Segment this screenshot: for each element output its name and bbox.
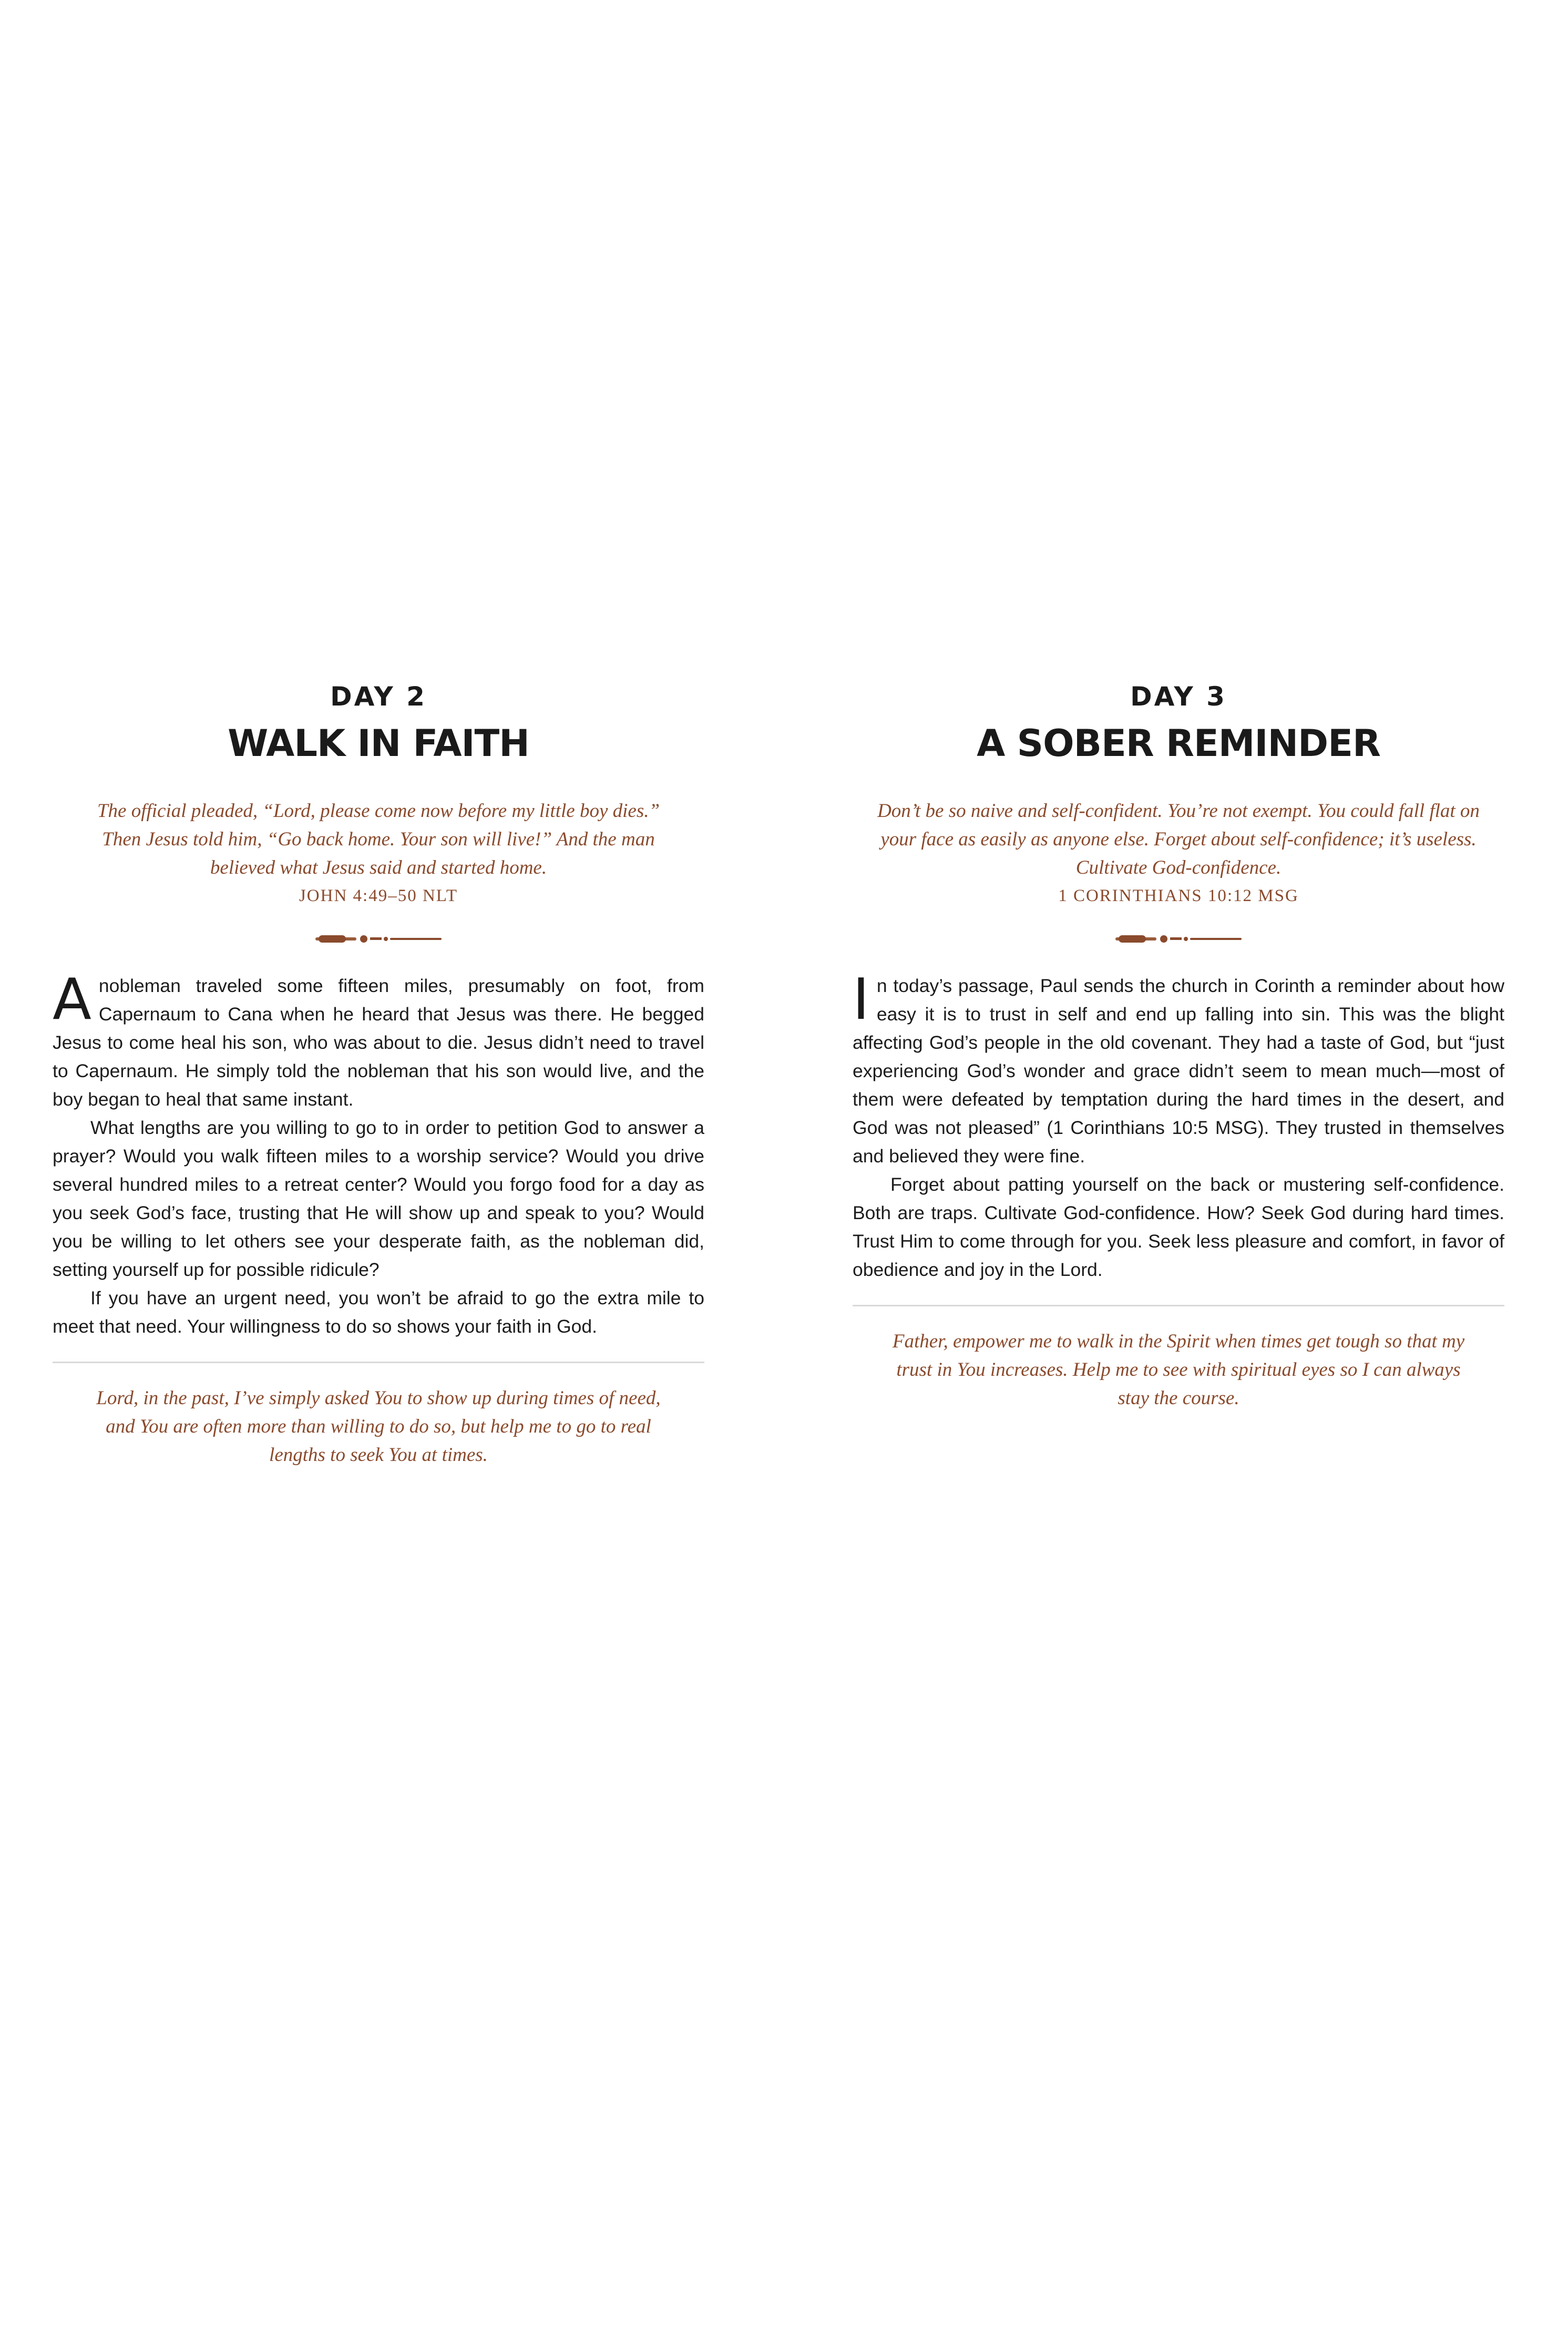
- drop-cap: A: [53, 967, 91, 1033]
- scripture-verse: Don’t be so naive and self-confident. You’re not exempt. You could fall flat on your face as easily as anyone else. Forget about self-confidence; it’s useless. Cultivate God-confidence.: [877, 800, 1480, 878]
- page-day-2: [53, 678, 704, 1469]
- prayer-text: Father, empower me to walk in the Spirit when times get tough so that my trust in You increases. Help me to see with spiritual eyes so I can always stay the course.: [892, 1331, 1465, 1409]
- paragraph: [53, 967, 704, 1113]
- page-day-3: [853, 678, 1504, 1413]
- scripture-verse: The official pleaded, “Lord, please come now before my little boy dies.” Then Jesus told him, “Go back home. Your son will live!” And the man believed what Jesus said and started home.: [97, 800, 660, 878]
- prayer-text: Lord, in the past, I’ve simply asked You to show up during times of need, and You are often more than willing to do so, but help me to go to real lengths to seek You at times.: [96, 1387, 661, 1466]
- drop-cap: I: [853, 967, 869, 1033]
- scripture-reference: JOHN 4:49–50 NLT: [299, 886, 458, 905]
- day-label: DAY 2: [330, 681, 427, 712]
- ornament-divider-icon: [1115, 932, 1242, 945]
- paragraph: What lengths are you willing to go to in order to petition God to answer a prayer? Would you walk fifteen miles to a worship service? Would you drive several hundred miles to a retreat center? Would you forgo food for a day as you seek God’s face, trusting that He will show up and speak to you? Would you be willing to let others see your desperate faith, as the nobleman did, setting yourself up for possible ridicule?: [53, 1117, 704, 1280]
- day-title: WALK IN FAITH: [228, 722, 529, 765]
- day-label: DAY 3: [1130, 681, 1227, 712]
- paragraph-text: n today’s passage, Paul sends the church in Corinth a reminder about how easy it is to trust in self and end up falling into sin. This was the blight affecting God’s people in the old covenant. They had a taste of God, but “just experiencing God’s wonder and grace didn’t seem to mean much—most of them were defeated by temptation during the hard times in the desert, and God was not pleased” (1 Corinthians 10:5 MSG). They trusted in themselves and believed they were fine.: [853, 975, 1504, 1167]
- ornament-divider-icon: [315, 932, 442, 945]
- paragraph: If you have an urgent need, you won’t be afraid to go the extra mile to meet that need. Your willingness to do so shows your faith in God.: [53, 1287, 704, 1337]
- devotional-body: [53, 967, 704, 1341]
- devotional-body: [853, 967, 1504, 1284]
- section-divider: [53, 1362, 704, 1363]
- paragraph: [853, 967, 1504, 1170]
- paragraph: Forget about patting yourself on the back or mustering self-confidence. Both are traps. Cultivate God-confidence. How? Seek God during hard times. Trust Him to come through for you. Seek less pleasure and comfort, in favor of obedience and joy in the Lord.: [853, 1174, 1504, 1280]
- section-divider: [853, 1305, 1504, 1306]
- scripture-reference: 1 CORINTHIANS 10:12 MSG: [1058, 886, 1299, 905]
- paragraph-text: nobleman traveled some fifteen miles, presumably on foot, from Capernaum to Cana when he heard that Jesus was there. He begged Jesus to come heal his son, who was about to die. Jesus didn’t need to travel to Capernaum. He simply told the nobleman that his son would live, and the boy began to heal that same instant.: [53, 975, 704, 1110]
- day-title: A SOBER REMINDER: [977, 722, 1380, 765]
